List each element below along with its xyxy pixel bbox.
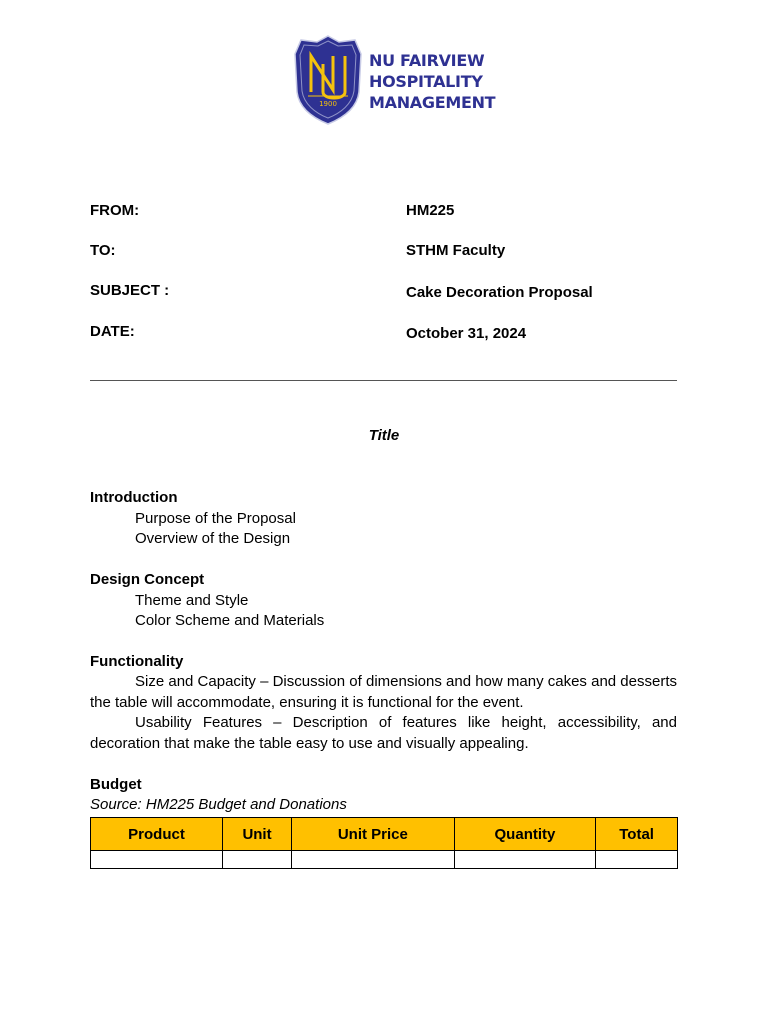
budget-table-header-row xyxy=(91,818,678,851)
subject-value: Cake Decoration Proposal xyxy=(406,284,593,301)
subject-label: SUBJECT : xyxy=(90,282,170,299)
header-divider xyxy=(90,380,677,381)
budget-source: Source: HM225 Budget and Donations xyxy=(90,796,347,813)
document-title: Title xyxy=(368,427,400,444)
introduction-item: Overview of the Design xyxy=(135,530,291,547)
design-concept-item: Theme and Style xyxy=(135,592,249,609)
table-cell-product xyxy=(91,851,223,869)
table-row xyxy=(91,851,678,869)
functionality-paragraph-text: Usability Features – Description of features like height, accessibility, and decoration that make the table easy to use and visually appealing. xyxy=(90,714,677,752)
functionality-paragraph xyxy=(90,713,677,754)
functionality-paragraph xyxy=(90,672,677,713)
date-value: October 31, 2024 xyxy=(406,325,527,342)
column-header-quantity: Quantity xyxy=(454,818,596,851)
introduction-heading: Introduction xyxy=(90,489,178,506)
column-header-product: Product xyxy=(91,818,223,851)
logo-line-3: MANAGEMENT xyxy=(369,93,496,112)
shield-emblem-icon xyxy=(293,34,363,126)
from-value: HM225 xyxy=(406,202,455,219)
logo-line-1: NU FAIRVIEW xyxy=(369,51,485,70)
table-cell-quantity xyxy=(454,851,596,869)
table-cell-unit-price xyxy=(292,851,455,869)
logo-wordmark xyxy=(369,50,495,113)
to-label: TO: xyxy=(90,242,116,259)
to-value: STHM Faculty xyxy=(406,242,506,259)
functionality-paragraph-text: Size and Capacity – Discussion of dimensions and how many cakes and desserts the table will accommodate, ensuring it is functional for the event. xyxy=(90,673,677,711)
table-cell-unit xyxy=(223,851,292,869)
logo-year: 1900 xyxy=(319,100,337,108)
introduction-item: Purpose of the Proposal xyxy=(135,510,296,527)
functionality-heading: Functionality xyxy=(90,653,184,670)
date-label: DATE: xyxy=(90,323,135,340)
design-concept-heading: Design Concept xyxy=(90,571,205,588)
budget-table xyxy=(90,817,678,869)
from-label: FROM: xyxy=(90,202,140,219)
column-header-total: Total xyxy=(596,818,678,851)
budget-heading: Budget xyxy=(90,776,142,793)
column-header-unit: Unit xyxy=(223,818,292,851)
logo-line-2: HOSPITALITY xyxy=(369,72,483,91)
school-logo xyxy=(293,34,496,126)
design-concept-item: Color Scheme and Materials xyxy=(135,612,325,629)
table-cell-total xyxy=(596,851,678,869)
column-header-unit-price: Unit Price xyxy=(292,818,455,851)
